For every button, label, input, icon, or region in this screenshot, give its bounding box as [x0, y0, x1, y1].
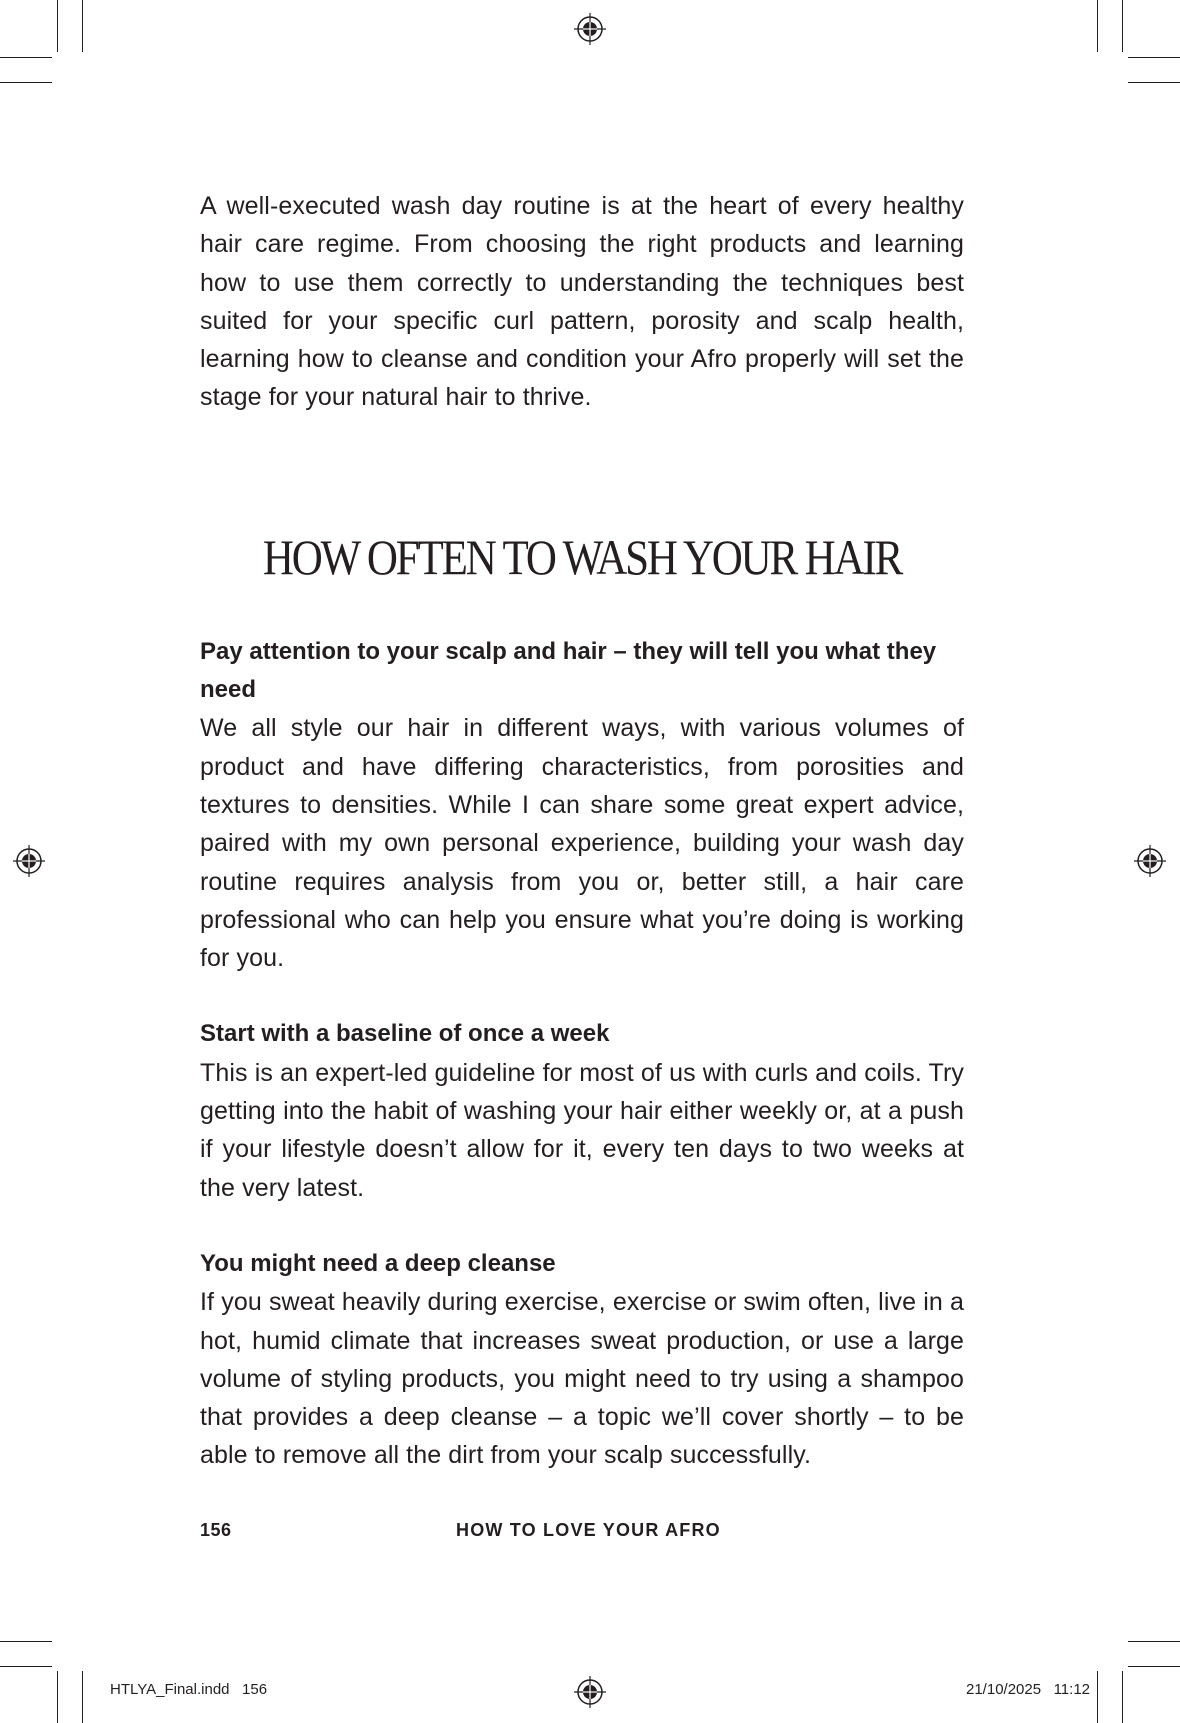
crop-mark-icon — [1128, 57, 1180, 58]
registration-mark-icon — [12, 844, 46, 878]
registration-mark-icon — [1133, 844, 1167, 878]
intro-paragraph: A well-executed wash day routine is at the heart of every healthy hair care regime. From choosing the right products and learning how to use them correctly to understanding the techniques best suited for your specific curl pattern, porosity and scalp health, learning how to cleanse and condition your Afro properly will set the stage for your natural hair to thrive. — [200, 192, 964, 412]
registration-mark-icon — [573, 1675, 607, 1709]
crop-mark-icon — [1122, 0, 1123, 52]
body-paragraph: This is an expert-led guideline for most of us with curls and coils. Try getting into the habit of washing your hair either weekly or, at a push if your lifestyle doesn’t allow for it, every ten days to two weeks at the very latest. — [200, 1058, 964, 1202]
subheading: You might need a deep cleanse — [200, 1249, 556, 1277]
subheading: Pay attention to your scalp and hair – they will tell you what they need — [200, 637, 937, 704]
body-paragraph: We all style our hair in different ways, with various volumes of product and have differing characteristics, from porosities and textures to densities. While I can share some great expert advice, paired with my own personal experience, building your wash day routine requires analysis from you or, better still, a hair care professional who can help you ensure what you’re doing is working for you. — [200, 714, 964, 973]
slug-filename: HTLYA_Final.indd 156 — [110, 1681, 268, 1698]
slug-datetime: 21/10/2025 11:12 — [966, 1681, 1090, 1698]
crop-mark-icon — [82, 0, 83, 52]
crop-mark-icon — [82, 1671, 83, 1723]
crop-mark-icon — [0, 1666, 52, 1667]
crop-mark-icon — [57, 1671, 58, 1723]
crop-mark-icon — [1122, 1671, 1123, 1723]
page-number: 156 — [200, 1520, 232, 1540]
page-body — [200, 187, 964, 1475]
crop-mark-icon — [1128, 82, 1180, 83]
registration-mark-icon — [573, 12, 607, 46]
body-paragraph: If you sweat heavily during exercise, exercise or swim often, live in a hot, humid climate that increases sweat production, or use a large volume of styling products, you might need to try using a shampoo that provides a deep cleanse – a topic we’ll cover shortly – to be able to remove all the dirt from your scalp successfully. — [200, 1288, 964, 1470]
crop-mark-icon — [1097, 1671, 1098, 1723]
section-block — [200, 633, 964, 978]
crop-mark-icon — [57, 0, 58, 52]
crop-mark-icon — [1128, 1641, 1180, 1642]
subheading: Start with a baseline of once a week — [200, 1020, 610, 1048]
crop-mark-icon — [1097, 0, 1098, 52]
crop-mark-icon — [0, 1641, 52, 1642]
section-block — [200, 1245, 964, 1475]
crop-mark-icon — [0, 82, 52, 83]
running-footer-title: HOW TO LOVE YOUR AFRO — [456, 1520, 721, 1540]
crop-mark-icon — [1128, 1666, 1180, 1667]
section-heading: HOW OFTEN TO WASH YOUR HAIR — [262, 528, 902, 585]
section-block — [200, 1015, 964, 1206]
crop-mark-icon — [0, 57, 52, 58]
